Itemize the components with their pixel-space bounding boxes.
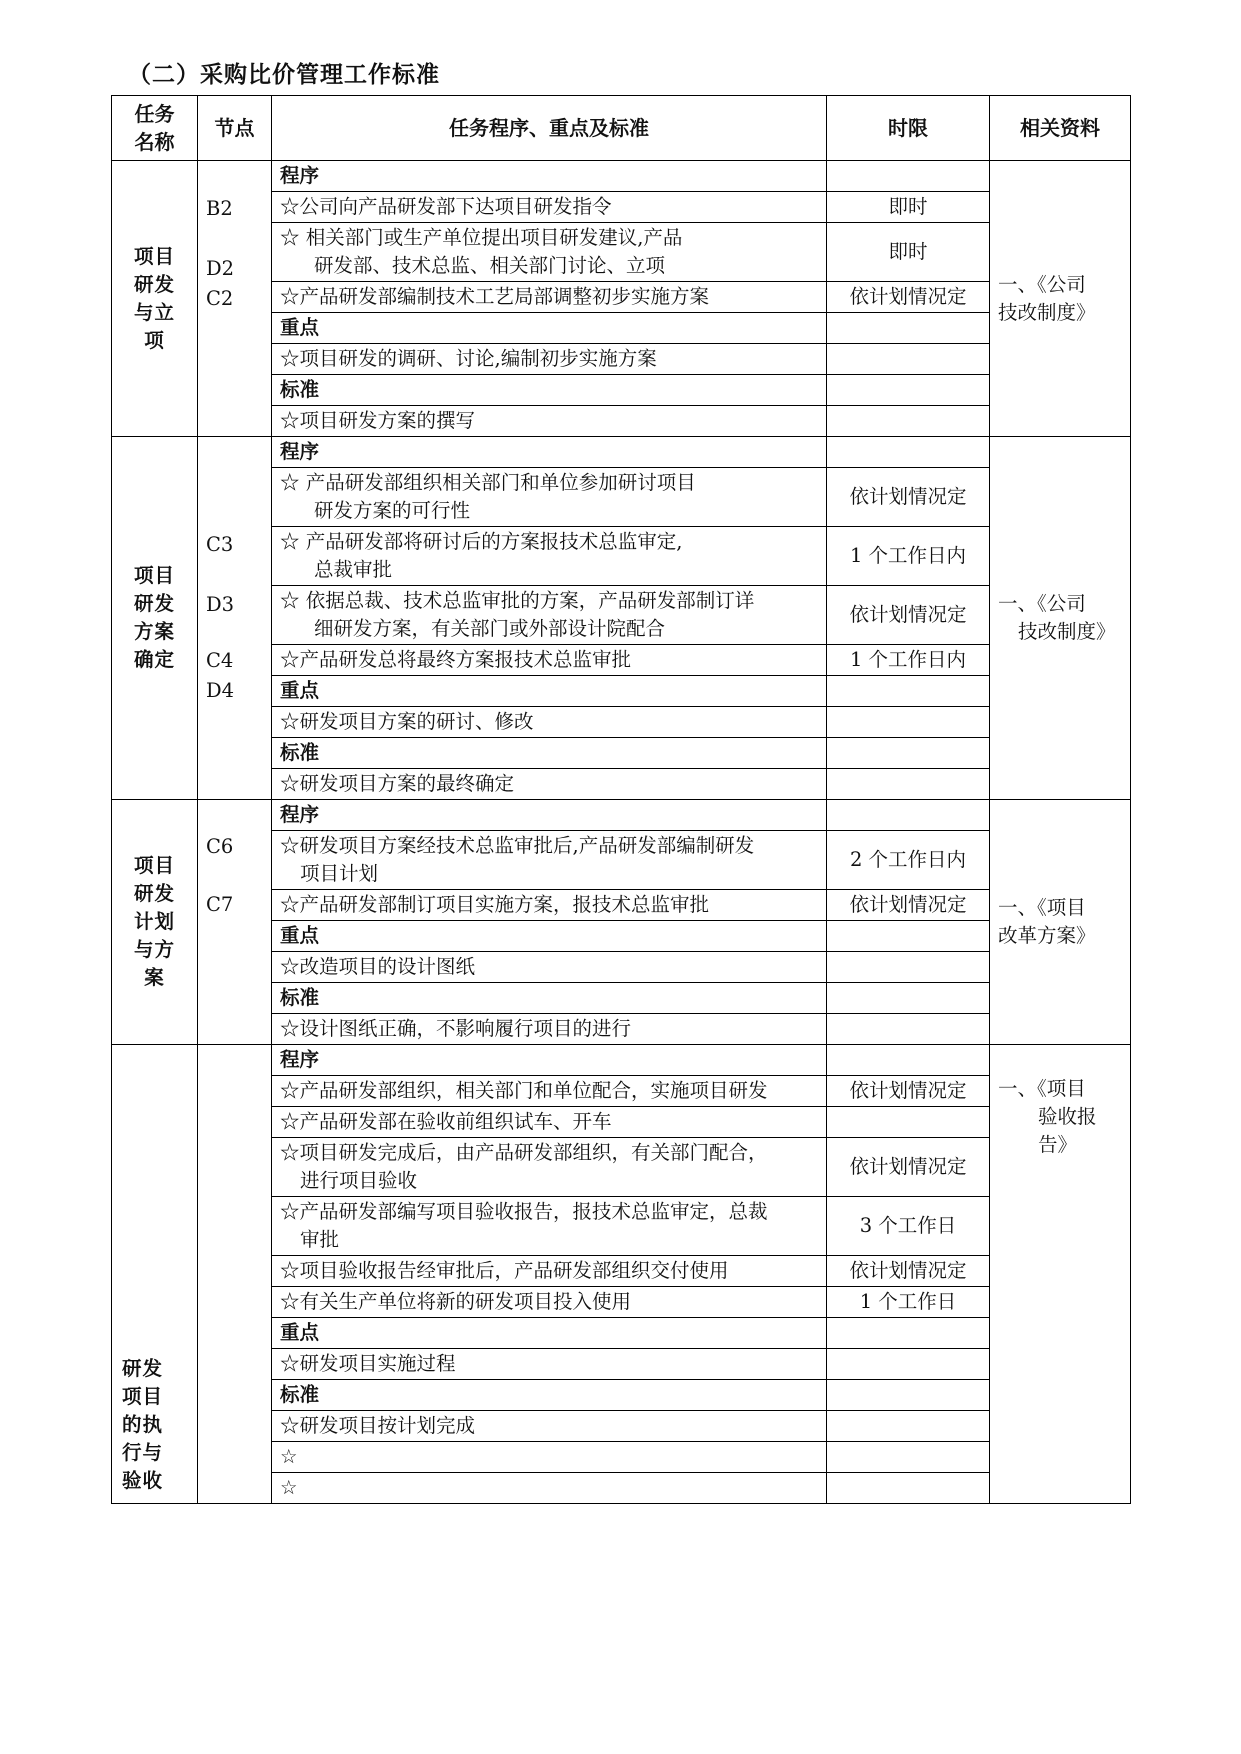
task-step [272,406,827,437]
task-name-cell: 项目 研发 与立 项 [112,161,198,437]
time-limit-cell: 依计划情况定 [827,586,990,645]
header-node: 节点 [198,96,272,161]
time-limit-cell [827,921,990,952]
task-step [272,1411,827,1442]
header-row [112,96,1131,161]
time-limit-cell [827,1349,990,1380]
task-step [272,1473,827,1504]
table-body [112,161,1131,1504]
reference-line2: 改革方案》 [998,924,1096,947]
step-text: ☆ [280,1476,298,1499]
task-step [272,1349,827,1380]
time-limit-cell [827,1107,990,1138]
task-step [272,223,827,282]
step-text: 程序 [280,1048,320,1071]
time-limit-cell: 即时 [827,192,990,223]
task-step [272,1256,827,1287]
task-step [272,707,827,738]
time-limit-cell: 1 个工作日内 [827,645,990,676]
time-limit-cell [827,1411,990,1442]
time-limit-cell [827,1045,990,1076]
step-text: ☆项目研发的调研、讨论,编制初步实施方案 [280,347,657,370]
section-label [272,800,827,831]
step-text-continued: 审批 [300,1228,340,1251]
section-label [272,161,827,192]
task-step [272,586,827,645]
table-row [112,437,1131,468]
task-step [272,1138,827,1197]
step-text-continued: 研发部、技术总监、相关部门讨论、立项 [314,254,666,277]
step-text: ☆项目验收报告经审批后，产品研发部组织交付使用 [280,1259,729,1282]
time-limit-cell: 即时 [827,223,990,282]
step-text-continued: 研发方案的可行性 [314,499,471,522]
step-text: 程序 [280,803,320,826]
step-text: ☆研发项目实施过程 [280,1352,456,1375]
reference-line1: 一、《项目 [998,1077,1086,1100]
time-limit-cell [827,1318,990,1349]
header-ref: 相关资料 [990,96,1131,161]
step-text: ☆产品研发部制订项目实施方案，报技术总监审批 [280,893,710,916]
task-step [272,344,827,375]
step-text: 标准 [280,1383,320,1406]
node-label: D2 [206,256,235,280]
time-limit-cell: 1 个工作日内 [827,527,990,586]
step-text: 程序 [280,164,320,187]
time-limit-cell [827,406,990,437]
time-limit-cell: 2 个工作日内 [827,831,990,890]
reference-line1: 一、《公司 [998,592,1086,615]
step-text-continued: 总裁审批 [314,558,393,581]
task-step [272,1197,827,1256]
step-text-continued: 进行项目验收 [300,1169,418,1192]
step-text: ☆项目研发完成后，由产品研发部组织，有关部门配合， [280,1141,768,1164]
reference-line2: 技改制度》 [1018,620,1116,643]
time-limit-cell [827,344,990,375]
step-text: ☆ [280,1445,298,1468]
section-label [272,921,827,952]
time-limit-cell: 3 个工作日 [827,1197,990,1256]
step-text: ☆项目研发方案的撰写 [280,409,476,432]
node-cell [198,800,272,1045]
time-limit-cell: 依计划情况定 [827,282,990,313]
task-step [272,1107,827,1138]
time-limit-cell [827,375,990,406]
step-text-continued: 细研发方案，有关部门或外部设计院配合 [314,617,666,640]
time-limit-cell [827,161,990,192]
section-label [272,437,827,468]
step-text: ☆设计图纸正确，不影响履行项目的进行 [280,1017,632,1040]
step-text: ☆研发项目方案的最终确定 [280,772,515,795]
step-text: ☆公司向产品研发部下达项目研发指令 [280,195,612,218]
step-text: ☆改造项目的设计图纸 [280,955,476,978]
task-step [272,527,827,586]
section-label [272,1045,827,1076]
step-text: 重点 [280,316,320,339]
time-limit-cell [827,769,990,800]
task-step [272,468,827,527]
step-text: 标准 [280,986,320,1009]
time-limit-cell: 1 个工作日 [827,1287,990,1318]
table-row [112,1045,1131,1076]
node-label: C3 [206,533,234,556]
step-text: ☆产品研发部在验收前组织试车、开车 [280,1110,612,1133]
task-step [272,645,827,676]
task-step [272,952,827,983]
step-text: ☆ 产品研发部将研讨后的方案报技术总监审定, [280,530,683,553]
reference-cell [990,437,1131,800]
section-label [272,1380,827,1411]
step-text: 重点 [280,924,320,947]
task-step [272,1076,827,1107]
node-label: C2 [206,286,234,310]
section-label [272,375,827,406]
reference-line2: 技改制度》 [998,300,1096,324]
task-step [272,1014,827,1045]
time-limit-cell: 依计划情况定 [827,1138,990,1197]
reference-line1: 一、《项目 [998,896,1086,919]
step-text: ☆产品研发部编制技术工艺局部调整初步实施方案 [280,285,710,308]
task-step [272,1287,827,1318]
node-label: C6 [206,835,234,858]
node-cell [198,437,272,800]
reference-cell [990,1045,1131,1504]
task-step [272,769,827,800]
time-limit-cell [827,676,990,707]
reference-cell [990,161,1131,437]
step-text: ☆研发项目方案经技术总监审批后,产品研发部编制研发 [280,834,755,857]
step-text: ☆ 依据总裁、技术总监审批的方案，产品研发部制订详 [280,589,755,612]
step-text: ☆产品研发部组织，相关部门和单位配合，实施项目研发 [280,1079,768,1102]
header-time: 时限 [827,96,990,161]
header-task: 任务 名称 [112,96,198,161]
node-label: B2 [206,196,233,220]
step-text: 重点 [280,1321,320,1344]
reference-line2: 验收报 告》 [1038,1105,1097,1156]
table-row [112,800,1131,831]
section-label [272,1318,827,1349]
step-text: ☆有关生产单位将新的研发项目投入使用 [280,1290,632,1313]
time-limit-cell [827,1442,990,1473]
node-label: D3 [206,593,235,616]
step-text: ☆研发项目按计划完成 [280,1414,476,1437]
time-limit-cell: 依计划情况定 [827,1256,990,1287]
task-step [272,890,827,921]
time-limit-cell [827,983,990,1014]
time-limit-cell [827,1473,990,1504]
task-step [272,1442,827,1473]
section-label [272,738,827,769]
task-step [272,831,827,890]
step-text: ☆产品研发总将最终方案报技术总监审批 [280,648,632,671]
time-limit-cell [827,313,990,344]
section-label [272,313,827,344]
time-limit-cell [827,952,990,983]
node-label: D4 [206,679,235,702]
step-text: ☆研发项目方案的研讨、修改 [280,710,534,733]
time-limit-cell [827,1380,990,1411]
time-limit-cell: 依计划情况定 [827,1076,990,1107]
step-text: 标准 [280,741,320,764]
step-text: ☆产品研发部编写项目验收报告，报技术总监审定，总裁 [280,1200,768,1223]
task-name-cell: 研发 项目 的执 行与 验收 [112,1045,198,1504]
table-row [112,161,1131,192]
time-limit-cell [827,1014,990,1045]
reference-cell [990,800,1131,1045]
time-limit-cell [827,800,990,831]
page-title: （二）采购比价管理工作标准 [128,61,440,88]
node-cell [198,161,272,437]
task-name-cell: 项目 研发 计划 与方 案 [112,800,198,1045]
task-step [272,192,827,223]
task-name-cell: 项目 研发 方案 确定 [112,437,198,800]
step-text-continued: 项目计划 [300,862,379,885]
header-content: 任务程序、重点及标准 [272,96,827,161]
section-label [272,983,827,1014]
step-text: 标准 [280,378,320,401]
node-label: C7 [206,893,234,916]
time-limit-cell: 依计划情况定 [827,890,990,921]
step-text: ☆ 产品研发部组织相关部门和单位参加研讨项目 [280,471,696,494]
task-step [272,282,827,313]
reference-line1: 一、《公司 [998,272,1086,296]
time-limit-cell [827,437,990,468]
step-text: ☆ 相关部门或生产单位提出项目研发建议,产品 [280,226,683,249]
time-limit-cell: 依计划情况定 [827,468,990,527]
work-standard-table [111,95,1131,1504]
step-text: 程序 [280,440,320,463]
time-limit-cell [827,707,990,738]
node-label: C4 [206,649,234,672]
time-limit-cell [827,738,990,769]
step-text: 重点 [280,679,320,702]
node-cell [198,1045,272,1504]
section-label [272,676,827,707]
